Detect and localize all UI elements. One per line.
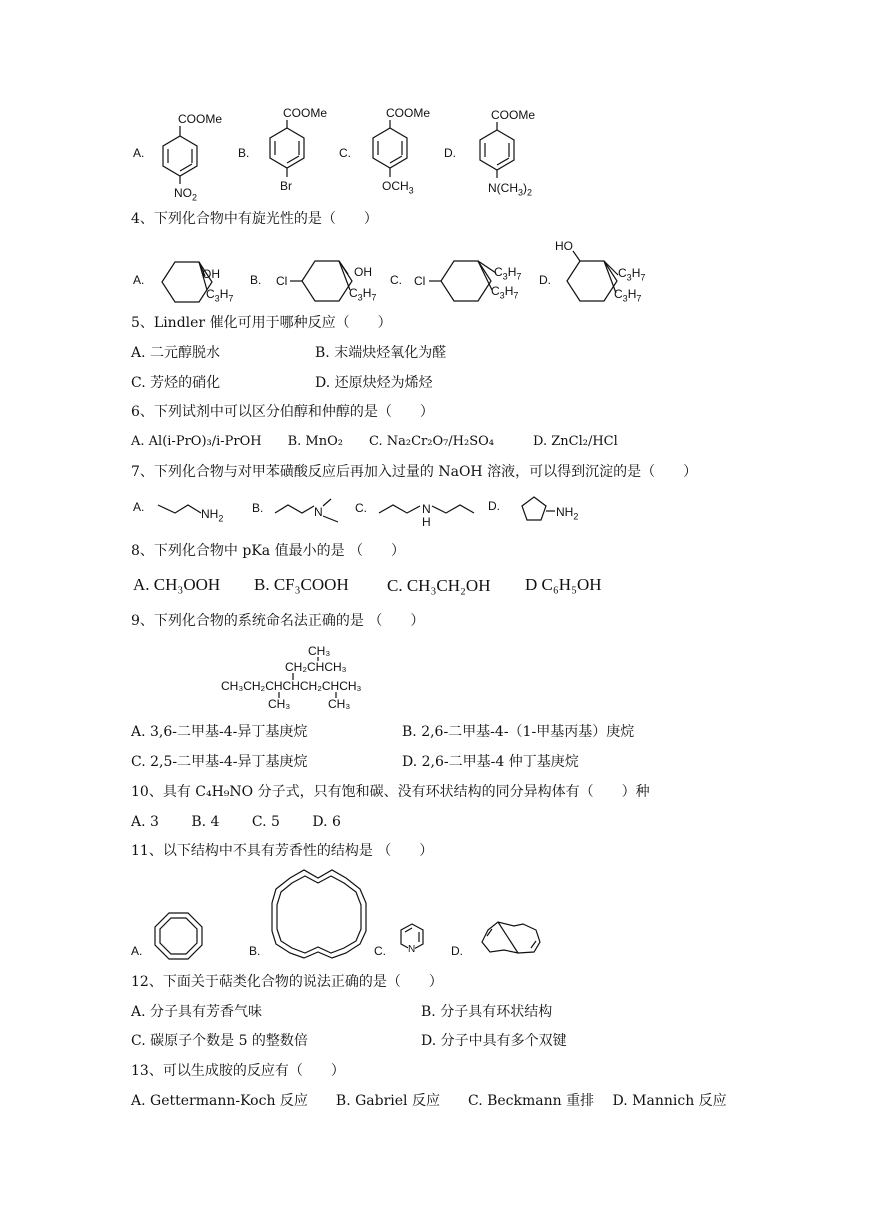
q7-c-h: H [422,515,431,529]
q9-stem: 9、下列化合物的系统命名法正确的是 （ ） [131,613,425,629]
q9-option-c: C. 2,5-二甲基-4-异丁基庚烷 [131,754,308,770]
q12-option-b: B. 分子具有环状结构 [421,1004,553,1020]
q4-d-c3h7-bottom: $C_3H_7$ [614,287,642,304]
q4-c-cl: Cl [414,274,426,288]
q9-struct-line4b: CH₃ [328,697,351,711]
q8-stem: 8、下列化合物中 pKa 值最小的是 （ ） [131,543,406,559]
q7-option-b-label: B. [252,501,264,515]
q3-option-c-label: C. [339,146,351,160]
q8-option-c: C. CH₃CH₂OH [387,576,491,595]
q3-option-d-sub: $N(CH_3)_2$ [488,181,533,198]
q3-option-a-label: A. [133,146,145,160]
q3-option-d-top: COOMe [491,108,536,122]
q9-option-a: A. 3,6-二甲基-4-异丁基庚烷 [131,724,308,740]
q3-option-d-label: D. [444,146,456,160]
q8-option-a: A. CH₃OOH [133,575,221,594]
q4-d-ho: HO [555,239,573,253]
q7-option-a-label: A. [133,500,145,514]
q12-stem: 12、下面关于萜类化合物的说法正确的是（ ） [131,974,443,990]
q7-c-n: N [422,502,431,516]
q4-b-c3h7: $C_3H_7$ [349,286,377,303]
q5-option-a: A. 二元醇脱水 [131,345,221,361]
q9-struct-line4a: CH₃ [268,697,291,711]
q12-option-c: C. 碳原子个数是 5 的整数倍 [131,1033,308,1049]
q4-d-c3h7-top: $C_3H_7$ [618,266,646,283]
q4-option-c-label: C. [390,273,402,287]
q9-option-d: D. 2,6-二甲基-4 仲丁基庚烷 [402,754,579,770]
q11-structure-d [0,0,1,1]
q9-struct-line2: CH₂CHCH₃ [285,660,347,674]
q12-option-d: D. 分子中具有多个双键 [421,1033,567,1049]
q7-option-c-label: C. [355,501,367,515]
q7-b-n: N [314,505,323,519]
q9-option-b: B. 2,6-二甲基-4-（1-甲基丙基）庚烷 [402,724,635,740]
q4-c-c3h7-top: $C_3H_7$ [494,265,522,282]
q5-option-d: D. 还原炔烃为烯烃 [315,375,433,391]
q7-a-nh2: $NH_2$ [201,507,224,524]
q10-options: A. 3 B. 4 C. 5 D. 6 [131,814,341,830]
q6-stem: 6、下列试剂中可以区分伯醇和仲醇的是（ ） [131,404,434,420]
q11-stem: 11、以下结构中不具有芳香性的结构是 （ ） [131,843,434,859]
q8-option-b: B. CF₃COOH [254,575,349,594]
q9-struct-line1: CH₃ [308,644,331,658]
q12-option-a: A. 分子具有芳香气味 [131,1004,263,1020]
q4-b-cl: Cl [276,274,288,288]
q3-option-b-sub: Br [280,179,292,193]
q11-option-c-label: C. [374,944,386,958]
q3-option-c-sub: $OCH_3$ [382,179,414,196]
q4-b-oh: OH [354,265,372,279]
q4-option-a-label: A. [133,273,145,287]
q7-stem: 7、下列化合物与对甲苯磺酸反应后再加入过量的 NaOH 溶液，可以得到沉淀的是（ ） [131,464,698,480]
q11-option-b-label: B. [249,944,261,958]
q4-a-c3h7: $C_3H_7$ [206,287,234,304]
q13-stem: 13、可以生成胺的反应有（ ） [131,1063,345,1079]
q8-option-d: D C₆H₅OH [525,575,602,594]
q4-option-b-label: B. [250,273,262,287]
q9-struct-line3: CH₃CH₂CHCHCH₂CHCH₃ [221,679,362,693]
q13-options: A. Gettermann-Koch 反应 B. Gabriel 反应 C. Beckmann 重排 D. Mannich 反应 [131,1093,727,1109]
q11-c-n: N [408,944,416,955]
q5-option-c: C. 芳烃的硝化 [131,375,221,391]
q4-stem: 4、下列化合物中有旋光性的是（ ） [131,211,378,227]
q3-option-a-top: COOMe [178,112,223,126]
q5-stem: 5、Lindler 催化可用于哪种反应（ ） [131,315,392,331]
q4-c-c3h7-bottom: $C_3H_7$ [491,284,519,301]
q3-option-a-sub: $NO_2$ [174,186,198,203]
q3-option-c-top: COOMe [386,106,431,120]
q4-option-d-label: D. [539,273,551,287]
q11-option-a-label: A. [131,944,143,958]
q3-option-b-top: COOMe [283,106,328,120]
q6-options: A. Al(i-PrO)₃/i-PrOH B. MnO₂ C. Na₂Cr₂O₇/H₂SO₄ D. ZnCl₂/HCl [131,434,618,449]
q7-option-d-label: D. [488,499,500,513]
q5-option-b: B. 末端炔烃氧化为醛 [315,345,447,361]
q3-option-b-label: B. [238,146,250,160]
q10-stem: 10、具有 C₄H₉NO 分子式，只有饱和碳、没有环状结构的同分异构体有（ ）种 [131,784,650,800]
q4-a-oh: OH [202,267,220,281]
q7-d-nh2: $NH_2$ [556,505,579,522]
q11-option-d-label: D. [451,944,463,958]
